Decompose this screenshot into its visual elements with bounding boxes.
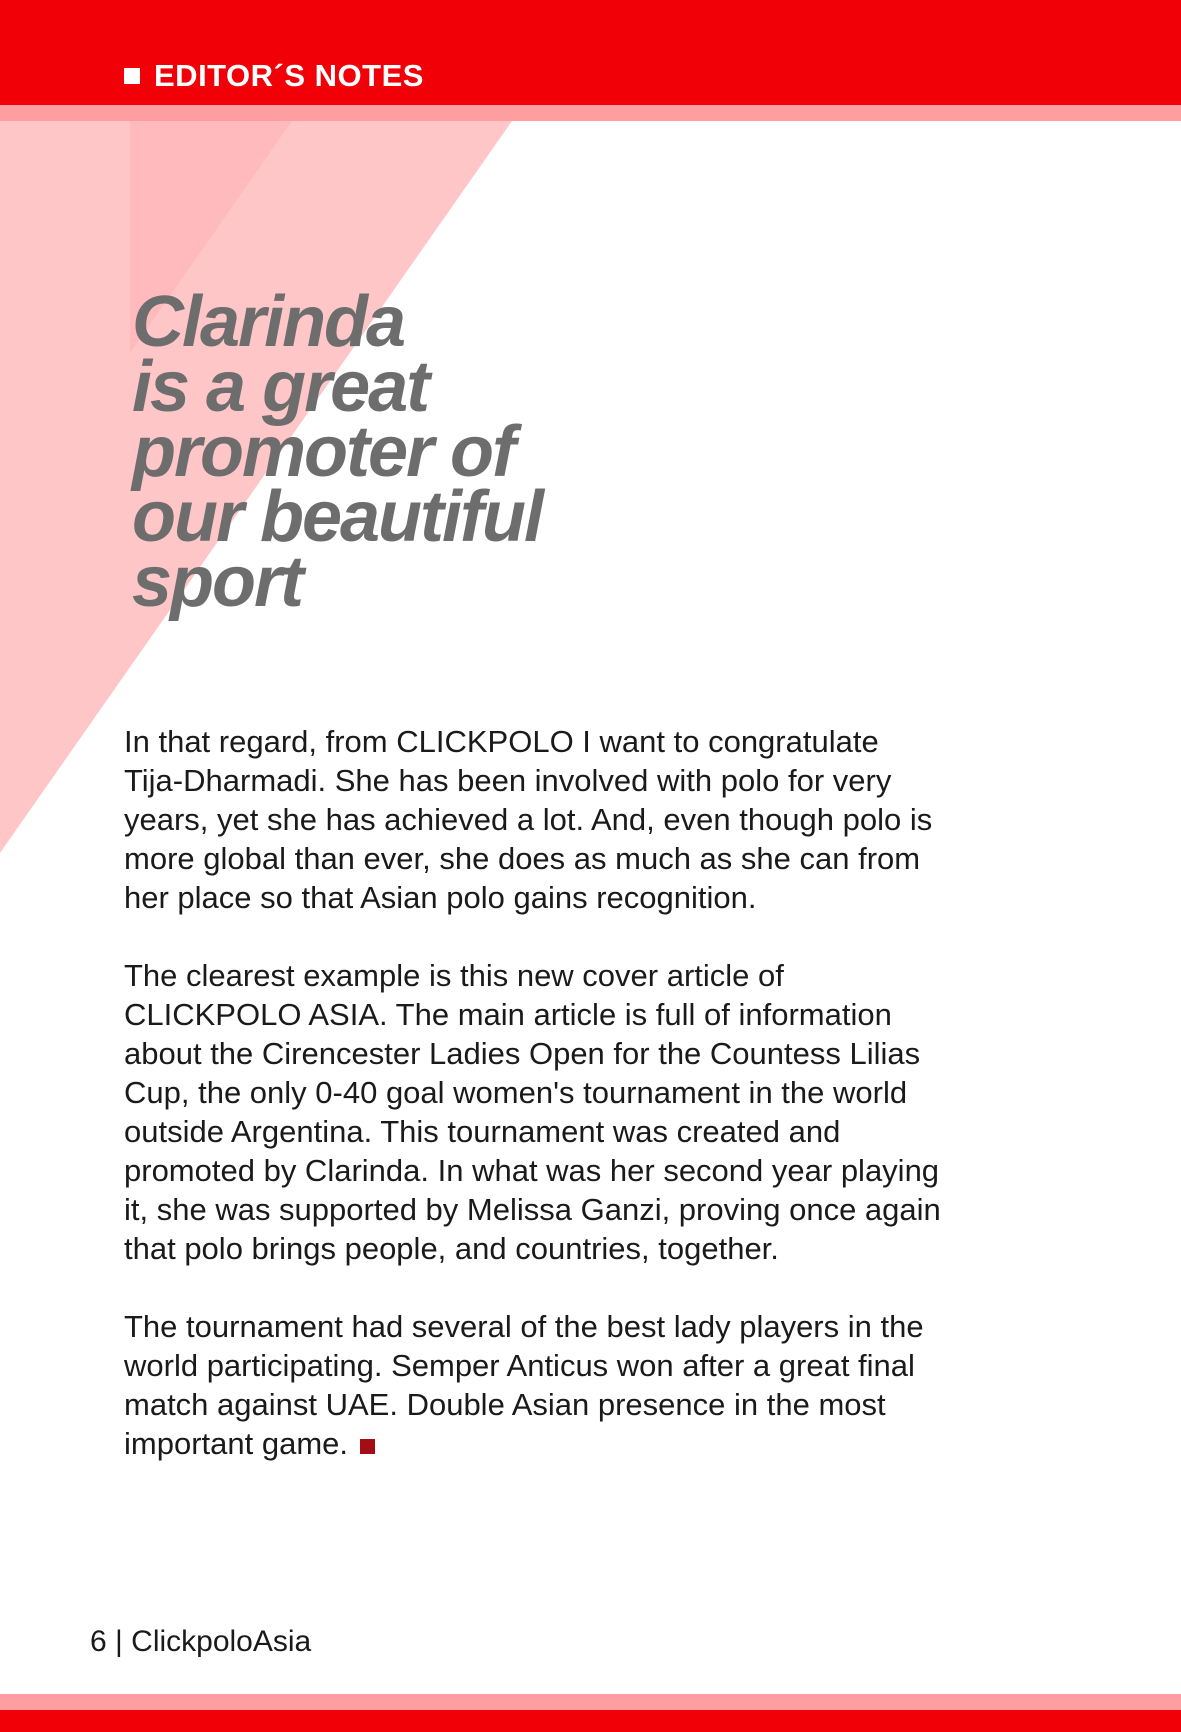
text-line: The clearest example is this new cover article of: [124, 958, 784, 993]
text-line: more global than ever, she does as much as she can from: [124, 841, 921, 876]
text-line: match against UAE. Double Asian presence in the most: [124, 1387, 886, 1422]
text-line: world participating. Semper Anticus won after a great final: [124, 1348, 915, 1383]
article-body: [124, 722, 1084, 1502]
footer-stripe: [0, 1694, 1181, 1710]
headline-line: sport: [132, 542, 302, 622]
headline-line: our beautiful: [132, 477, 542, 557]
end-mark-square-icon: [360, 1439, 375, 1454]
headline-line: Clarinda: [132, 282, 405, 362]
footer-bar: [0, 1710, 1181, 1732]
headline-line: promoter of: [132, 412, 514, 492]
text-line: her place so that Asian polo gains recognition.: [124, 880, 757, 915]
text-line: years, yet she has achieved a lot. And, even though polo is: [124, 802, 933, 837]
text-line: CLICKPOLO ASIA. The main article is full of information: [124, 997, 892, 1032]
header-stripe: [0, 105, 1181, 121]
headline-line: is a great: [132, 347, 429, 427]
text-line: that polo brings people, and countries, together.: [124, 1231, 779, 1266]
paragraph: [124, 1307, 1084, 1463]
text-line: it, she was supported by Melissa Ganzi, proving once again: [124, 1192, 941, 1227]
section-label-text: EDITOR´S NOTES: [154, 58, 424, 93]
text-line: In that regard, from CLICKPOLO I want to congratulate: [124, 724, 879, 759]
page-footer: 6 | ClickpoloAsia: [90, 1625, 312, 1658]
section-label: [124, 56, 424, 96]
paragraph: [124, 722, 1084, 917]
text-line: outside Argentina. This tournament was created and: [124, 1114, 841, 1149]
text-line: about the Cirencester Ladies Open for the Countess Lilias: [124, 1036, 921, 1071]
headline: [132, 282, 542, 622]
text-line-content: important game.: [124, 1426, 348, 1461]
paragraph: [124, 956, 1084, 1268]
text-line: Tija-Dharmadi. She has been involved with polo for very: [124, 763, 892, 798]
square-bullet-icon: [124, 68, 140, 84]
text-line-last: [124, 1424, 1084, 1463]
text-line: promoted by Clarinda. In what was her second year playing: [124, 1153, 940, 1188]
text-line: The tournament had several of the best lady players in the: [124, 1309, 924, 1344]
text-line: Cup, the only 0-40 goal women's tournament in the world: [124, 1075, 908, 1110]
